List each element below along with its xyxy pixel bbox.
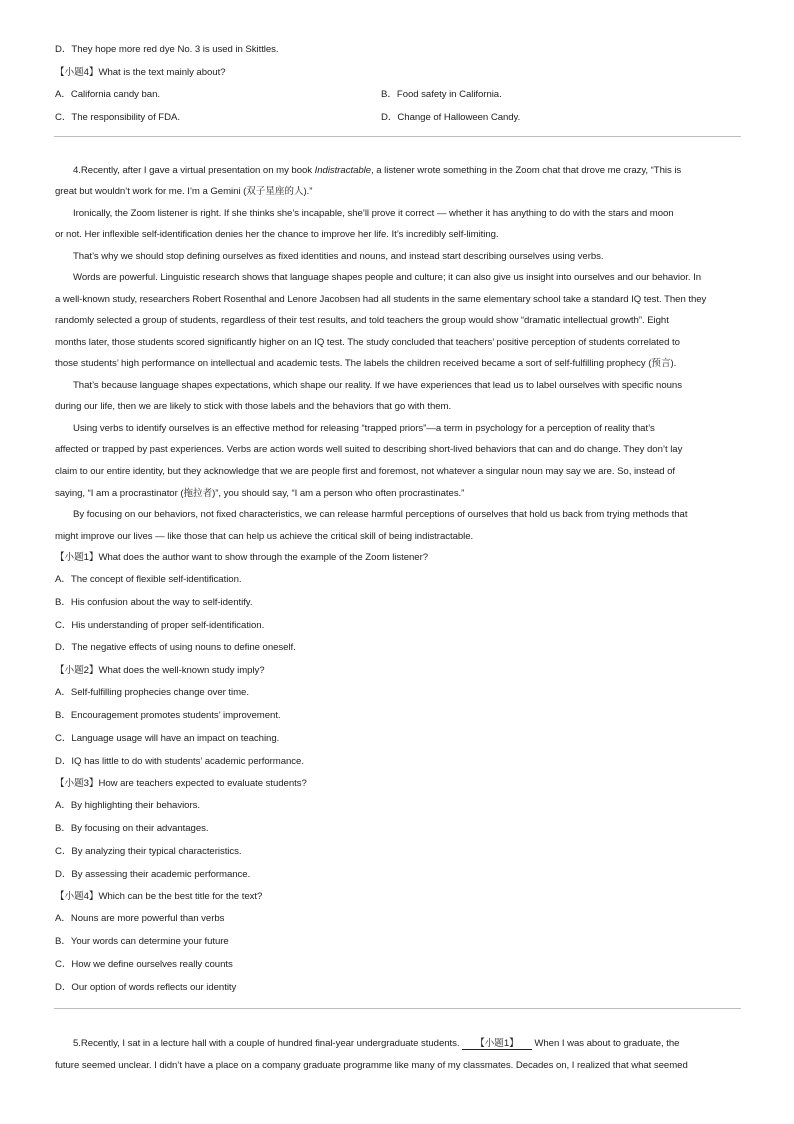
- question-4-option-b: B．Your words can determine your future: [55, 936, 229, 947]
- passage-4-line: claim to our entire identity, but they acknowledge that we are people first and foremost, not whatever a singular noun may say we are. So, instead of: [55, 466, 676, 477]
- passage-4-line: months later, those students scored significantly higher on an IQ test. The study concluded that teachers’ positive perception of students correlated to: [55, 337, 680, 348]
- passage-4-line: affected or trapped by past experiences. Verbs are action words well suited to describing short-lived behaviors that can and do change. They don’t lay: [55, 444, 683, 455]
- section-divider: [54, 1008, 741, 1009]
- question-4-prompt-prev: 【小题4】What is the text mainly about?: [55, 67, 226, 78]
- question-4-option-a: A．Nouns are more powerful than verbs: [55, 913, 225, 924]
- question-1-option-d: D．The negative effects of using nouns to define oneself.: [55, 642, 296, 653]
- question-2-prompt: 【小题2】What does the well-known study imply?: [55, 665, 265, 676]
- question-2-option-a: A．Self-fulfilling prophecies change over time.: [55, 687, 249, 698]
- option-d-q4-prev: D．Change of Halloween Candy.: [381, 112, 521, 123]
- option-b-q4-prev: B．Food safety in California.: [381, 89, 502, 100]
- question-4-prompt: 【小题4】Which can be the best title for the text?: [55, 891, 263, 902]
- question-3-option-a: A．By highlighting their behaviors.: [55, 800, 200, 811]
- question-3-option-c: C．By analyzing their typical characteristics.: [55, 846, 242, 857]
- passage-4-line: or not. Her inflexible self-identification denies her the chance to improve her life. It’s incredibly self-limiting.: [55, 229, 499, 240]
- question-1-option-c: C．His understanding of proper self-identification.: [55, 620, 265, 631]
- question-3-option-d: D．By assessing their academic performance.: [55, 869, 251, 880]
- question-4-option-d: D．Our option of words reflects our identity: [55, 982, 237, 993]
- passage-4-line: might improve our lives — like those that can help us achieve the critical skill of being indistractable.: [55, 531, 474, 542]
- blank-label: 【小题1】: [475, 1038, 519, 1049]
- question-3-prompt: 【小题3】How are teachers expected to evaluate students?: [55, 778, 307, 789]
- question-1-option-a: A．The concept of flexible self-identification.: [55, 574, 242, 585]
- section-divider: [54, 136, 741, 137]
- passage-4-line: randomly selected a group of students, regardless of their test results, and told teachers the group would show “dramatic intellectual growth”. Eight: [55, 315, 669, 326]
- passage-text: When I was about to graduate, the: [531, 1038, 680, 1049]
- passage-text: , a listener wrote something in the Zoom chat that drove me crazy, “This is: [371, 165, 682, 176]
- passage-4-line: Ironically, the Zoom listener is right. If she thinks she’s incapable, she’ll prove it correct — whether it has anything to do with the stars and moon: [73, 208, 674, 219]
- passage-4-line: Using verbs to identify ourselves is an effective method for releasing “trapped priors”—a term in psychology for a perception of reality that’s: [73, 423, 655, 434]
- question-2-option-c: C．Language usage will have an impact on teaching.: [55, 733, 280, 744]
- passage-5-line: future seemed unclear. I didn’t have a place on a company graduate programme like many of my classmates. Decades on, I realized that what seemed: [55, 1060, 688, 1071]
- passage-4-line: a well-known study, researchers Robert Rosenthal and Lenore Jacobsen had all students in the same elementary school take a standard IQ test. Then they: [55, 294, 707, 305]
- passage-4-line: during our life, then we are likely to stick with those labels and the behaviors that go with them.: [55, 401, 452, 412]
- question-2-option-d: D．IQ has little to do with students’ academic performance.: [55, 756, 304, 767]
- question-1-option-b: B．His confusion about the way to self-identify.: [55, 597, 253, 608]
- passage-4-line: Words are powerful. Linguistic research shows that language shapes people and culture; it can also give us insight into ourselves and our behavior. In: [73, 272, 702, 283]
- option-c-q4-prev: C．The responsibility of FDA.: [55, 112, 180, 123]
- passage-4-line: [73, 164, 681, 177]
- passage-text: 5.Recently, I sat in a lecture hall with a couple of hundred final-year undergraduate students.: [73, 1038, 463, 1049]
- option-a-q4-prev: A．California candy ban.: [55, 89, 160, 100]
- passage-4-line: great but wouldn’t work for me. I’m a Gemini (双子星座的人).”: [55, 186, 313, 197]
- question-2-option-b: B．Encouragement promotes students’ improvement.: [55, 710, 281, 721]
- passage-4-line: That’s why we should stop defining ourselves as fixed identities and nouns, and instead start describing ourselves using verbs.: [73, 251, 604, 262]
- passage-4-line: saying, “I am a procrastinator (拖拉者)”, you should say, “I am a person who often procrastinates.”: [55, 488, 465, 499]
- passage-4-line: By focusing on our behaviors, not fixed characteristics, we can release harmful perceptions of ourselves that hold us back from trying methods that: [73, 509, 688, 520]
- passage-text: 4.Recently, after I gave a virtual presentation on my book: [73, 165, 315, 176]
- passage-5-line: [73, 1037, 679, 1050]
- answer-blank[interactable]: [462, 1038, 532, 1050]
- question-3-option-b: B．By focusing on their advantages.: [55, 823, 209, 834]
- option-d-q3-prev: D．They hope more red dye No. 3 is used in Skittles.: [55, 44, 279, 55]
- passage-4-line: those students’ high performance on intellectual and academic tests. The labels the children received became a sort of self-fulfilling prophecy (预言).: [55, 358, 677, 369]
- passage-4-line: That’s because language shapes expectations, which shape our reality. If we have experiences that lead us to label ourselves with specific nouns: [73, 380, 682, 391]
- question-1-prompt: 【小题1】What does the author want to show through the example of the Zoom listener?: [55, 552, 429, 563]
- question-4-option-c: C．How we define ourselves really counts: [55, 959, 233, 970]
- book-title: Indistractable: [314, 165, 372, 176]
